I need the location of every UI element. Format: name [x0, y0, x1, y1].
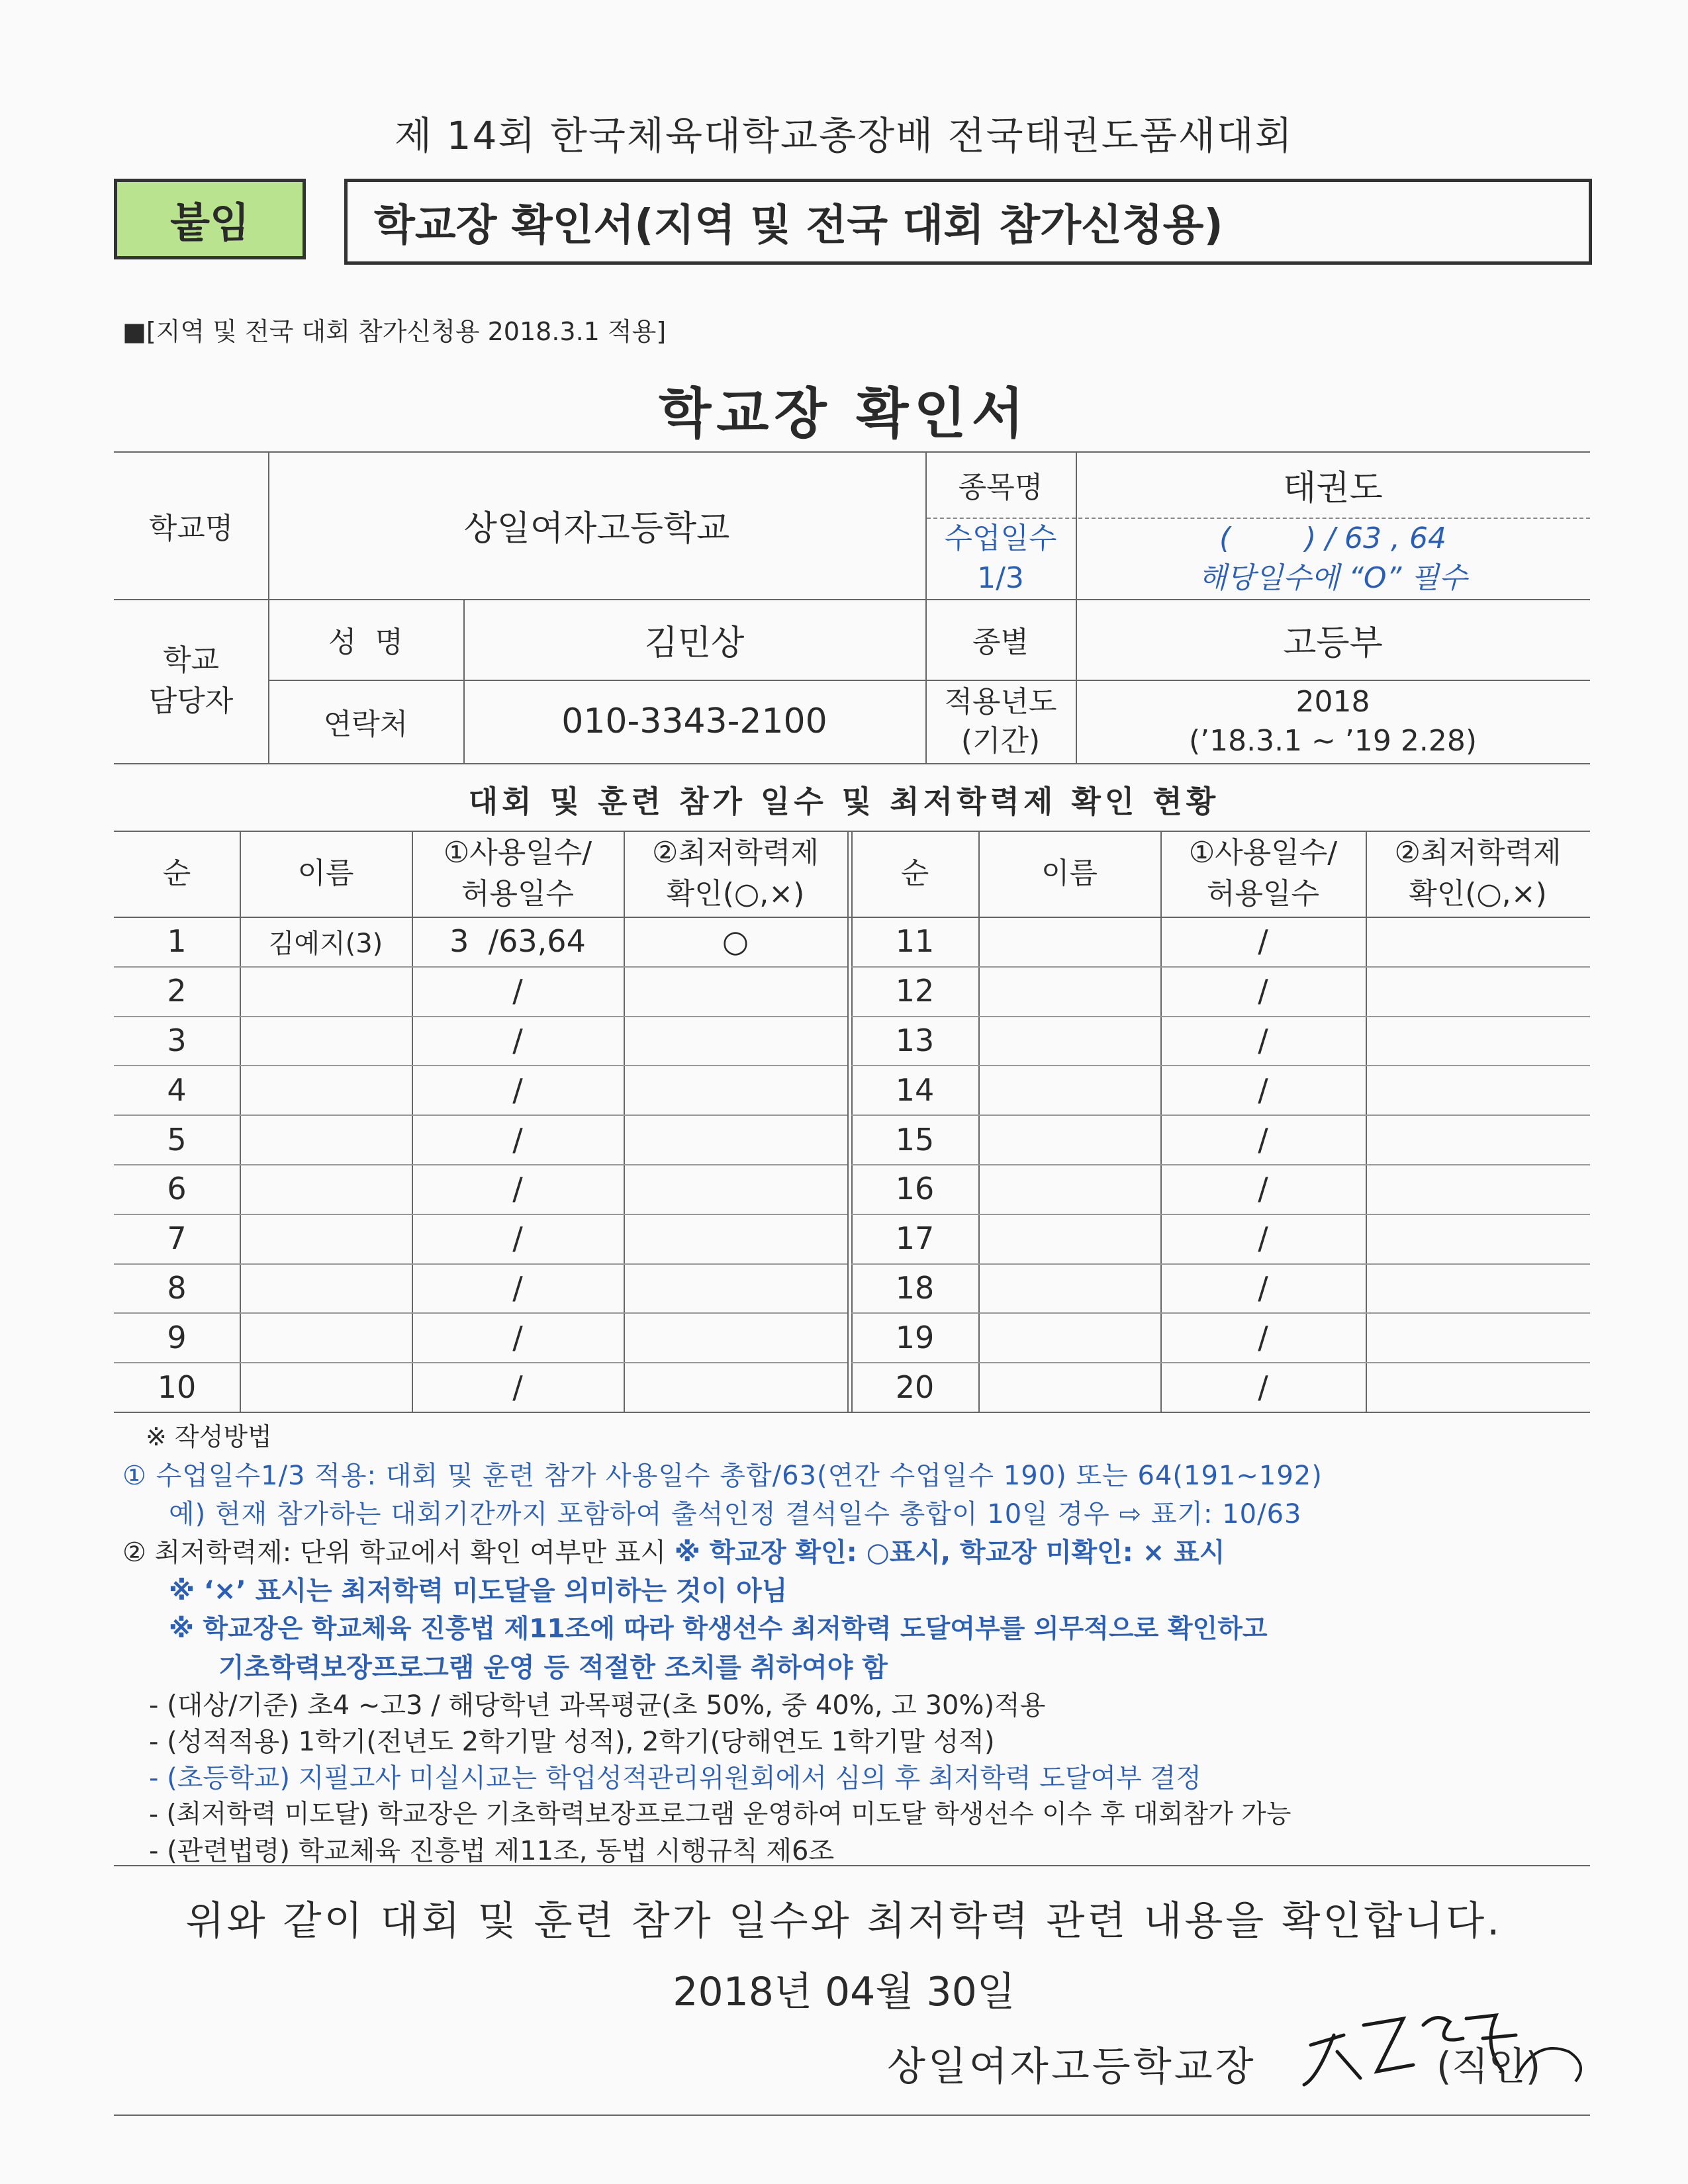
cell-no: 4	[167, 1071, 187, 1108]
header-check-line1: ②최저학력제	[652, 836, 819, 870]
main-title: 학교장 확인서	[659, 383, 1029, 445]
cell-name	[240, 1016, 412, 1066]
instruction-line-3b: ※ 학교장 확인: ○표시, 학교장 미확인: × 표시	[674, 1537, 1225, 1568]
cell-days: /	[512, 973, 523, 1009]
cell-no: 7	[167, 1220, 187, 1257]
cell-check	[1366, 966, 1590, 1016]
cell-days: /	[512, 1121, 523, 1158]
cell-name	[240, 1164, 412, 1214]
header-check-line2: 확인(○,×)	[666, 877, 805, 911]
header-check-left	[624, 831, 847, 917]
cell-name	[978, 1164, 1160, 1214]
header-name-left: 이름	[297, 856, 354, 891]
header-check-line2: 확인(○,×)	[1409, 877, 1547, 911]
cell-name	[978, 1312, 1160, 1362]
class-days-instruction: 해당일수에 “O” 필수	[1198, 561, 1468, 595]
cell-check	[1366, 1016, 1590, 1066]
instruction-line-7: - (대상/기준) 초4 ~고3 / 해당학년 과목평균(초 50%, 중 40%, 고 30%)적용	[149, 1690, 1046, 1721]
header-check-right	[1366, 831, 1590, 917]
cell-check	[624, 1362, 847, 1412]
cell-check	[1366, 1115, 1590, 1164]
header-days-line2: 허용일수	[461, 877, 574, 911]
division-label: 종별	[972, 625, 1029, 659]
cell-name	[240, 1214, 412, 1263]
cell-name	[240, 1263, 412, 1313]
cell-days: /	[1258, 973, 1268, 1009]
cell-check	[624, 1214, 847, 1263]
sport-label: 종목명	[958, 471, 1043, 504]
class-days-value	[1076, 518, 1590, 599]
cell-no: 14	[895, 1071, 935, 1108]
cell-no: 12	[895, 973, 935, 1009]
cell-check: ○	[722, 923, 749, 960]
cell-no: 19	[895, 1319, 935, 1355]
cell-no: 8	[167, 1269, 187, 1306]
class-days-fraction: ( ) / 63 , 64	[1219, 522, 1446, 556]
cell-days: /	[512, 1369, 523, 1405]
cell-no: 11	[895, 923, 935, 960]
cell-check	[1366, 1263, 1590, 1313]
instruction-line-1: ① 수업일수1/3 적용: 대회 및 훈련 참가 사용일수 총합/63(연간 수업일수 190) 또는 64(191~192)	[122, 1461, 1323, 1491]
divider	[114, 763, 1590, 764]
cell-no: 5	[167, 1121, 187, 1158]
cell-check	[624, 1115, 847, 1164]
seal-label: (직인)	[1436, 2044, 1541, 2089]
contact-value: 010-3343-2100	[561, 702, 827, 741]
cell-name	[240, 1065, 412, 1115]
year-label-line2: (기간)	[961, 724, 1041, 758]
class-days-label	[925, 518, 1076, 599]
cell-days: /	[512, 1319, 523, 1355]
header-days-line2: 허용일수	[1206, 877, 1319, 911]
manager-label-line2: 담당자	[148, 684, 234, 718]
cell-check	[1366, 917, 1590, 966]
cell-days: /	[512, 1171, 523, 1207]
instruction-line-10: - (최저학력 미도달) 학교장은 기초학력보장프로그램 운영하여 미도달 학생선수 이수 후 대회참가 가능	[149, 1799, 1291, 1829]
instruction-line-8: - (성적적용) 1학기(전년도 2학기말 성적), 2학기(당해연도 1학기말 성적)	[149, 1727, 995, 1757]
cell-no: 13	[895, 1022, 935, 1058]
cell-days: /	[512, 1220, 523, 1257]
cell-name: 김예지(3)	[268, 928, 383, 959]
cell-check	[624, 1263, 847, 1313]
cell-name	[240, 1115, 412, 1164]
divider	[114, 2115, 1590, 2116]
cell-days: /	[512, 1071, 523, 1108]
class-days-label-line1: 수업일수	[944, 522, 1057, 556]
cell-days: /	[512, 1022, 523, 1058]
manager-label-line1: 학교	[162, 643, 219, 678]
year-label-line1: 적용년도	[944, 684, 1057, 719]
cell-check	[1366, 1164, 1590, 1214]
manager-name: 김민상	[644, 623, 745, 663]
year-value	[1076, 680, 1590, 763]
year-value-line1: 2018	[1295, 684, 1370, 719]
division-value: 고등부	[1283, 623, 1383, 663]
cell-check	[1366, 1312, 1590, 1362]
issue-date: 2018년 04월 30일	[673, 1969, 1015, 2015]
cell-no: 6	[167, 1171, 187, 1207]
header-days-right	[1160, 831, 1366, 917]
cell-days: /	[1258, 1121, 1268, 1158]
class-days-label-line2: 1/3	[977, 561, 1024, 595]
school-label: 학교명	[148, 511, 234, 545]
header-days-left	[412, 831, 624, 917]
cell-name	[240, 1312, 412, 1362]
cell-check	[1366, 1362, 1590, 1412]
cell-no: 10	[157, 1369, 197, 1405]
application-note: ■[지역 및 전국 대회 참가신청용 2018.3.1 적용]	[122, 317, 667, 346]
year-value-line2: (’18.3.1 ~ ’19 2.28)	[1188, 724, 1477, 758]
cell-no: 3	[167, 1022, 187, 1058]
cell-days: 3 /63,64	[449, 923, 586, 960]
cell-name	[240, 966, 412, 1016]
divider	[114, 1412, 1590, 1413]
cell-name	[978, 1362, 1160, 1412]
cell-no: 20	[895, 1369, 935, 1405]
cell-no: 16	[895, 1171, 935, 1207]
cell-days: /	[1258, 1220, 1268, 1257]
cell-days: /	[1258, 1171, 1268, 1207]
cell-check	[1366, 1214, 1590, 1263]
header-days-line1: ①사용일수/	[443, 836, 592, 870]
attachment-badge: 붙임	[114, 179, 306, 259]
cell-name	[978, 1263, 1160, 1313]
divider	[847, 831, 849, 1412]
participation-section-title: 대회 및 훈련 참가 일수 및 최저학력제 확인 현황	[468, 784, 1220, 819]
instructions-heading: ※ 작성방법	[146, 1422, 272, 1451]
cell-name	[978, 1214, 1160, 1263]
cell-name	[240, 1362, 412, 1412]
instruction-line-5: ※ 학교장은 학교체육 진흥법 제11조에 따라 학생선수 최저학력 도달여부를 의무적으로 확인하고	[169, 1614, 1268, 1644]
cell-name	[978, 1016, 1160, 1066]
cell-name	[978, 966, 1160, 1016]
instruction-line-3	[122, 1531, 1225, 1569]
instruction-line-6: 기초학력보장프로그램 운영 등 적절한 조치를 취하여야 함	[218, 1653, 888, 1683]
instruction-line-2: 예) 현재 참가하는 대회기간까지 포함하여 출석인정 결석일수 총합이 10일 경우 ⇨ 표기: 10/63	[169, 1499, 1302, 1529]
cell-check	[624, 966, 847, 1016]
cell-no: 15	[895, 1121, 935, 1158]
divider	[114, 1865, 1590, 1866]
cell-check	[624, 1016, 847, 1066]
cell-name	[978, 917, 1160, 966]
cell-no: 1	[167, 923, 187, 960]
header-check-line1: ②최저학력제	[1394, 836, 1562, 870]
event-title: 제 14회 한국체육대학교총장배 전국태권도품새대회	[395, 113, 1293, 158]
header-days-line1: ①사용일수/	[1188, 836, 1338, 870]
school-value: 상일여자고등학교	[463, 509, 730, 549]
principal-name: 상일여자고등학교장	[887, 2044, 1256, 2090]
cell-days: /	[512, 1269, 523, 1306]
confirmation-statement: 위와 같이 대회 및 훈련 참가 일수와 최저학력 관련 내용을 확인합니다.	[185, 1898, 1503, 1944]
cell-name	[978, 1115, 1160, 1164]
document-title: 학교장 확인서(지역 및 전국 대회 참가신청용)	[344, 179, 1592, 265]
cell-check	[624, 1065, 847, 1115]
cell-check	[1366, 1065, 1590, 1115]
header-name-right: 이름	[1041, 856, 1098, 891]
cell-check	[624, 1164, 847, 1214]
cell-check	[624, 1312, 847, 1362]
cell-no: 18	[895, 1269, 935, 1306]
cell-days: /	[1258, 1022, 1268, 1058]
header-no-left: 순	[162, 856, 191, 891]
instruction-line-9: - (초등학교) 지필고사 미실시교는 학업성적관리위원회에서 심의 후 최저학력 도달여부 결정	[149, 1763, 1201, 1794]
cell-no: 2	[167, 973, 187, 1009]
header-no-right: 순	[900, 856, 929, 891]
cell-days: /	[1258, 1269, 1268, 1306]
cell-days: /	[1258, 1319, 1268, 1355]
instruction-line-3a: ② 최저학력제: 단위 학교에서 확인 여부만 표시	[122, 1537, 675, 1568]
cell-days: /	[1258, 1071, 1268, 1108]
cell-no: 17	[895, 1220, 935, 1257]
contact-label: 연락처	[323, 707, 408, 741]
year-label	[925, 680, 1076, 763]
cell-name	[978, 1065, 1160, 1115]
name-label: 성 명	[328, 625, 403, 659]
cell-no: 9	[167, 1319, 187, 1355]
cell-days: /	[1258, 923, 1268, 960]
manager-label	[114, 599, 268, 763]
cell-days: /	[1258, 1369, 1268, 1405]
sport-value: 태권도	[1283, 468, 1383, 508]
instruction-line-4: ※ ‘×’ 표시는 최저학력 미도달을 의미하는 것이 아님	[169, 1576, 788, 1606]
instruction-line-11: - (관련법령) 학교체육 진흥법 제11조, 동법 시행규칙 제6조	[149, 1836, 835, 1866]
